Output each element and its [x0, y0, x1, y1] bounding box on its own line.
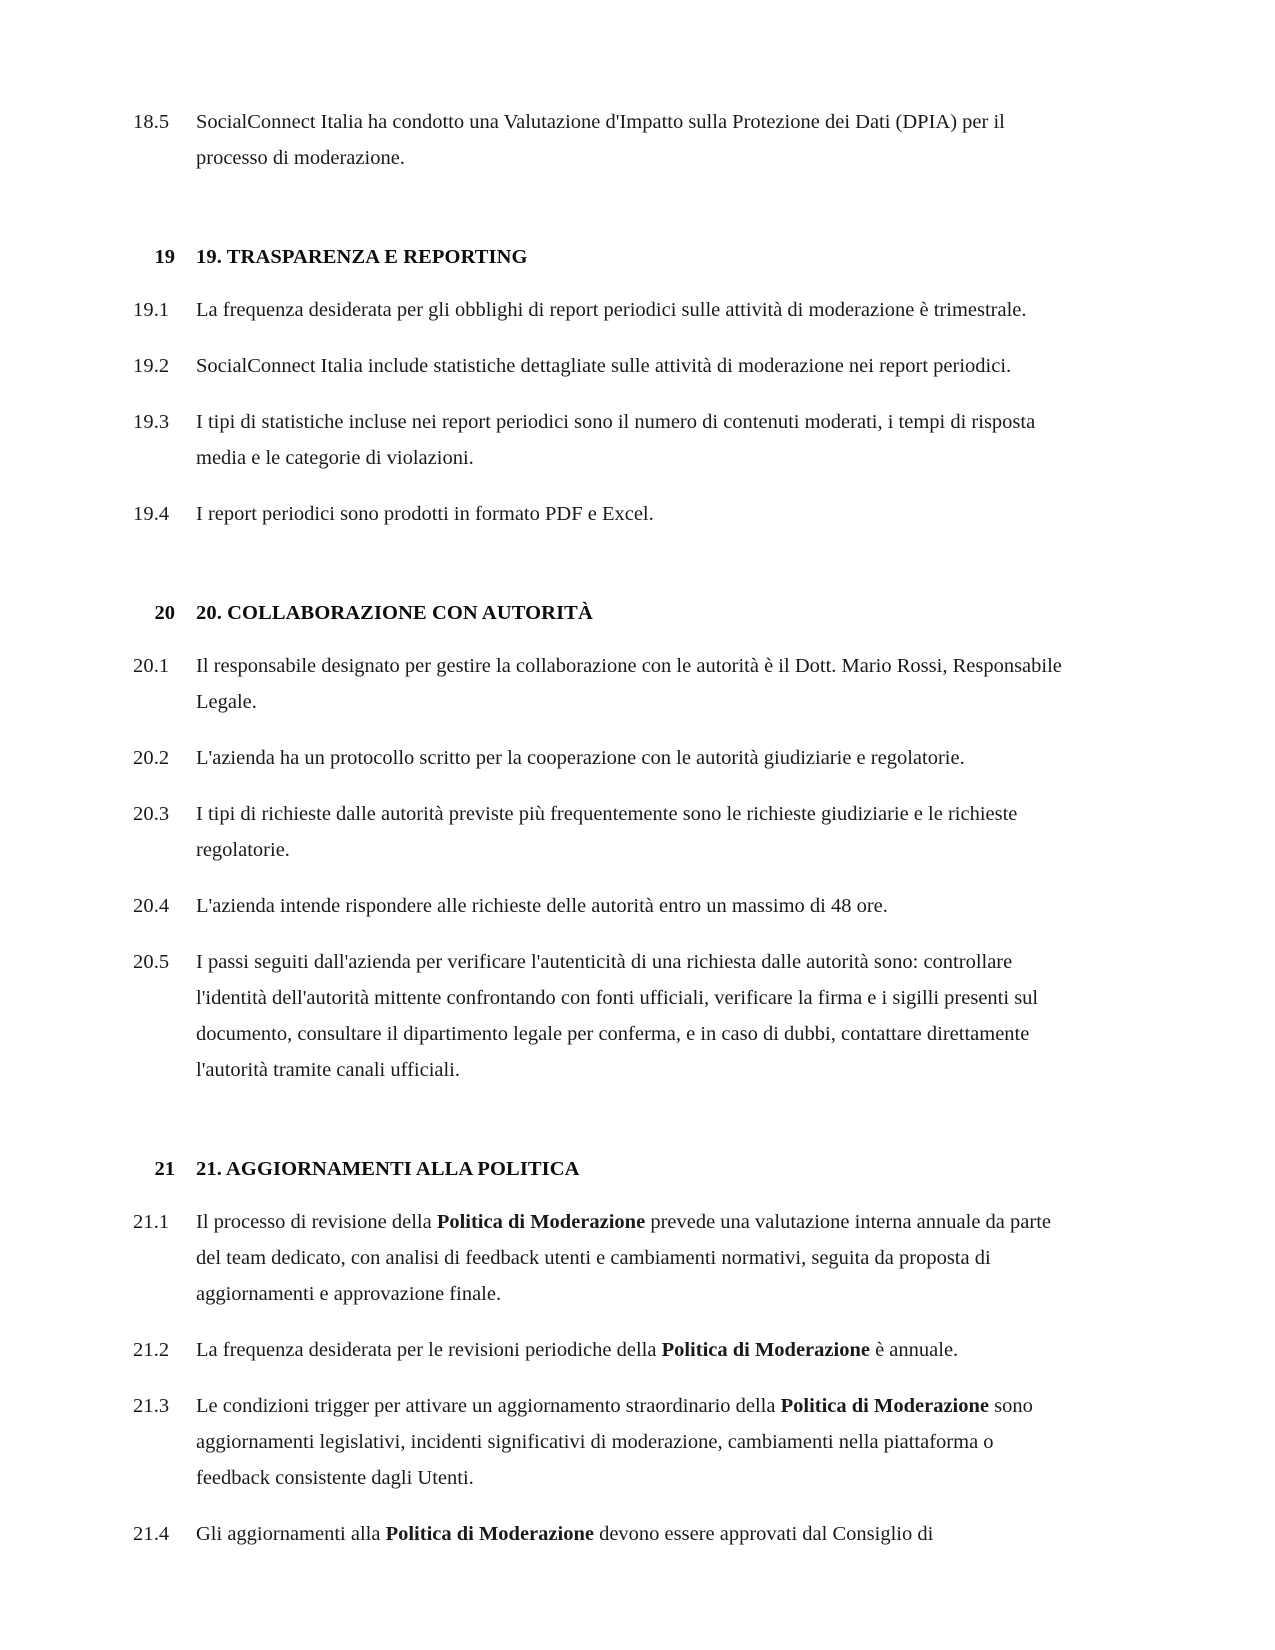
section-title: 19. TRASPARENZA E REPORTING [196, 246, 528, 268]
clause-row [133, 496, 1068, 532]
clause-number: 20.1 [133, 655, 170, 677]
clause-row [133, 292, 1068, 328]
document-body [133, 104, 1068, 1572]
clause-text: SocialConnect Italia ha condotto una Valutazione d'Impatto sulla Protezione dei Dati (DPIA) per il processo di moderazione. [196, 111, 1005, 169]
clause-text: L'azienda intende rispondere alle richieste delle autorità entro un massimo di 48 ore. [196, 895, 888, 917]
section-heading [133, 596, 1068, 630]
clause-number: 19.4 [133, 503, 170, 525]
clause-row [133, 1516, 1068, 1552]
clause-row [133, 348, 1068, 384]
clause-number: 21.4 [133, 1523, 170, 1545]
section-heading [133, 1152, 1068, 1186]
section-spacer [133, 552, 1068, 596]
clause-row [133, 740, 1068, 776]
clause-number: 21.1 [133, 1211, 170, 1233]
section-heading [133, 240, 1068, 274]
clause-text: I passi seguiti dall'azienda per verificare l'autenticità di una richiesta dalle autorità sono: controllare l'identità dell'autorità mittente confrontando con fonti ufficiali, verificare la firma e i sigilli presenti sul documento, consultare il dipartimento legale per conferma, e in caso di dubbi, contattare direttamente l'autorità tramite canali ufficiali. [196, 951, 1039, 1081]
section-number: 20 [154, 602, 175, 624]
clause-row [133, 888, 1068, 924]
clause-number: 21.2 [133, 1339, 170, 1361]
clause-number: 20.2 [133, 747, 170, 769]
clause-number: 19.2 [133, 355, 170, 377]
clause-text: I tipi di richieste dalle autorità previste più frequentemente sono le richieste giudiziarie e le richieste regolatorie. [196, 803, 1018, 861]
clause-text: Il processo di revisione della Politica di Moderazione prevede una valutazione interna annuale da parte del team dedicato, con analisi di feedback utenti e cambiamenti normativi, seguita da proposta di aggiornamenti e approvazione finale. [196, 1211, 1051, 1305]
clause-text: I report periodici sono prodotti in formato PDF e Excel. [196, 503, 654, 525]
section-title: 21. AGGIORNAMENTI ALLA POLITICA [196, 1158, 580, 1180]
clause-row [133, 944, 1068, 1088]
clause-text: L'azienda ha un protocollo scritto per la cooperazione con le autorità giudiziarie e regolatorie. [196, 747, 965, 769]
section-title: 20. COLLABORAZIONE CON AUTORITÀ [196, 602, 593, 624]
clause-row [133, 1204, 1068, 1312]
section-spacer [133, 196, 1068, 240]
clause-row [133, 796, 1068, 868]
clause-text: Il responsabile designato per gestire la collaborazione con le autorità è il Dott. Mario Rossi, Responsabile Legale. [196, 655, 1062, 713]
clause-number: 19.1 [133, 299, 170, 321]
clause-number: 20.4 [133, 895, 170, 917]
clause-text: La frequenza desiderata per gli obblighi di report periodici sulle attività di moderazione è trimestrale. [196, 299, 1027, 321]
clause-text: Le condizioni trigger per attivare un aggiornamento straordinario della Politica di Moderazione sono aggiornamenti legislativi, incidenti significativi di moderazione, cambiamenti nella piattaforma o feedback consistente dagli Utenti. [196, 1395, 1033, 1489]
clause-number: 20.3 [133, 803, 170, 825]
clause-row [133, 648, 1068, 720]
clause-text: SocialConnect Italia include statistiche dettagliate sulle attività di moderazione nei report periodici. [196, 355, 1012, 377]
clause-text: I tipi di statistiche incluse nei report periodici sono il numero di contenuti moderati, i tempi di risposta media e le categorie di violazioni. [196, 411, 1036, 469]
clause-row [133, 1388, 1068, 1496]
clause-text: Gli aggiornamenti alla Politica di Moderazione devono essere approvati dal Consiglio di [196, 1523, 934, 1545]
clause-number: 19.3 [133, 411, 170, 433]
section-spacer [133, 1108, 1068, 1152]
clause-number: 18.5 [133, 111, 170, 133]
section-number: 21 [154, 1158, 175, 1180]
clause-number: 20.5 [133, 951, 170, 973]
section-number: 19 [154, 246, 175, 268]
clause-text: La frequenza desiderata per le revisioni periodiche della Politica di Moderazione è annuale. [196, 1339, 959, 1361]
clause-row [133, 1332, 1068, 1368]
clause-number: 21.3 [133, 1395, 170, 1417]
clause-row [133, 104, 1068, 176]
clause-row [133, 404, 1068, 476]
